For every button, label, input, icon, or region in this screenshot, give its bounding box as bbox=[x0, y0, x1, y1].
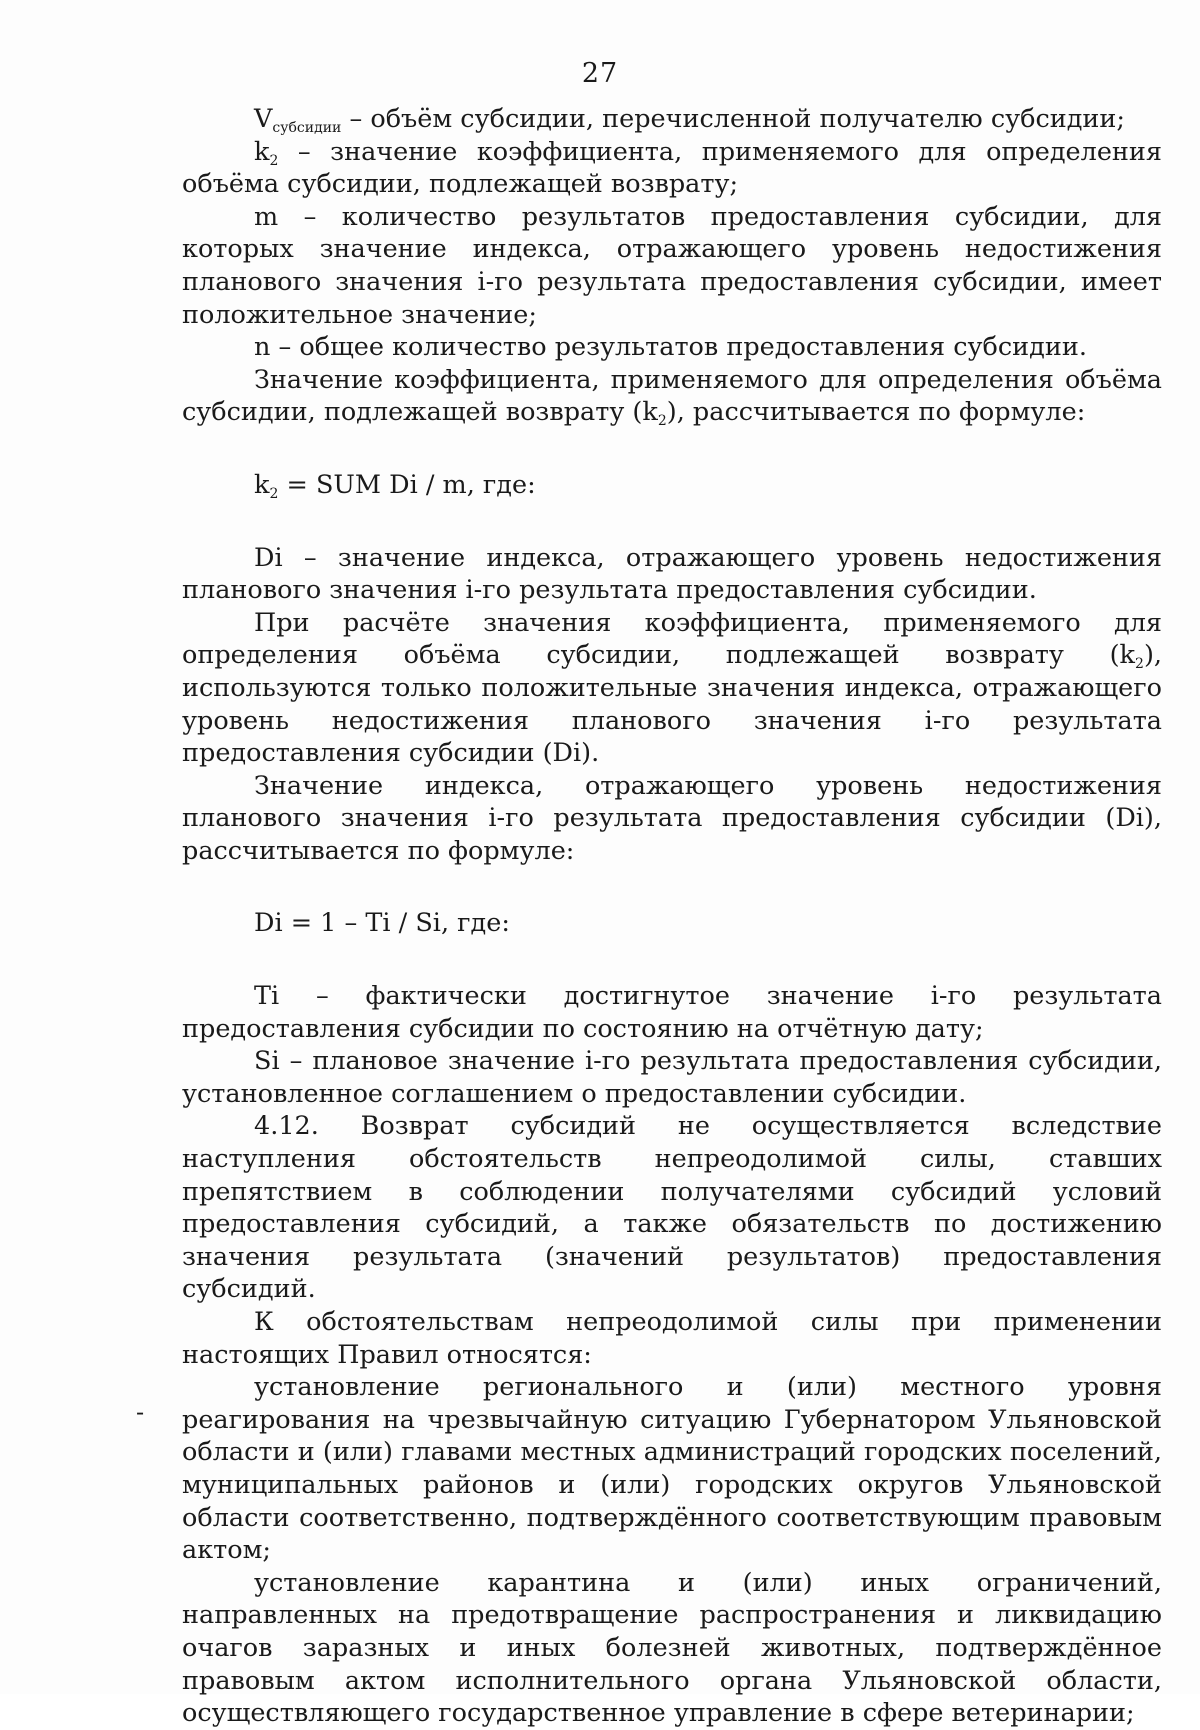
definition-ti: Ti – фактически достигнутое значение i-го результата предоставления субсидии по состоянию на отчётную дату; bbox=[182, 981, 1162, 1044]
definition-m: m – количество результатов предоставления субсидии, для которых значение индекса, отражающего уровень недостижения планового значения i-го результата предоставления субсидии, имеет положительное значение; bbox=[182, 201, 1162, 330]
di-calc-text-a: При расчёте значения коэффициента, применяемого для определения объёма субсидии, подлежащей возврату (k bbox=[182, 607, 1162, 671]
formula-k2-subscript: 2 bbox=[269, 485, 279, 502]
k2-intro-text-b: ), рассчитывается по формуле: bbox=[666, 397, 1086, 428]
definition-n: n – общее количество результатов предоставления субсидии. bbox=[254, 332, 1087, 363]
formula-k2 bbox=[182, 469, 1162, 502]
symbol-k-subscript: 2 bbox=[269, 152, 279, 169]
force-majeure-item-quarantine: установление карантина и (или) иных ограничений, направленных на предотвращение распространения и ликвидацию очагов заразных и иных болезней животных, подтверждённое правовым актом исполнительного органа Ульяновской области, осуществляющего государственное управление в сфере ветеринарии; bbox=[182, 1567, 1162, 1729]
k2-intro-text-a: Значение коэффициента, применяемого для определения объёма субсидии, подлежащей возврату (k bbox=[182, 364, 1162, 428]
k2-formula-intro bbox=[182, 364, 1162, 429]
clause-4-12: 4.12. Возврат субсидий не осуществляется вследствие наступления обстоятельств непреодолимой силы, ставших препятствием в соблюдении получателями субсидий условий предоставления субсидий, а также обязательств по достижению значения результата (значений результатов) предоставления субсидий. bbox=[182, 1111, 1162, 1305]
di-calc-subscript: 2 bbox=[1135, 656, 1144, 673]
force-majeure-intro: К обстоятельствам непреодолимой силы при применении настоящих Правил относятся: bbox=[182, 1307, 1162, 1370]
force-majeure-item-emergency: установление регионального и (или) местного уровня реагирования на чрезвычайную ситуацию Губернатором Ульяновской области и (или) главами местных администраций городских поселений, муниципальных районов и (или) городских округов Ульяновской области соответственно, подтверждённого соответствующим правовым актом; bbox=[182, 1372, 1162, 1566]
definition-k2 bbox=[182, 136, 1162, 201]
formula-k2-symbol: k bbox=[254, 469, 270, 500]
di-calc-text-b: ), используются только положительные значения индекса, отражающего уровень недостижения планового значения i-го результата предоставления субсидии (Di). bbox=[182, 640, 1162, 769]
definition-v-subsidy bbox=[182, 103, 1162, 136]
definition-di: Di – значение индекса, отражающего уровень недостижения планового значения i-го результата предоставления субсидии. bbox=[182, 542, 1162, 606]
symbol-v: V bbox=[254, 104, 273, 134]
margin-mark: - bbox=[136, 1398, 145, 1426]
page-number: 27 bbox=[581, 58, 619, 89]
symbol-v-subscript: субсидии bbox=[272, 120, 342, 136]
formula-di: Di = 1 – Ti / Si, где: bbox=[254, 908, 510, 939]
di-formula-intro: Значение индекса, отражающего уровень недостижения планового значения i-го результата предоставления субсидии (Di), рассчитывается по формуле: bbox=[182, 770, 1162, 866]
definition-k2-text: – значение коэффициента, применяемого для определения объёма субсидии, подлежащей возврату; bbox=[182, 136, 1162, 200]
definition-v-text: – объём субсидии, перечисленной получателю субсидии; bbox=[341, 104, 1126, 134]
k2-intro-subscript: 2 bbox=[657, 413, 667, 430]
di-calculation-note bbox=[182, 607, 1162, 770]
formula-k2-text: = SUM Di / m, где: bbox=[278, 469, 536, 500]
definition-si: Si – плановое значение i-го результата предоставления субсидии, установленное соглашением о предоставлении субсидии. bbox=[182, 1046, 1162, 1109]
document-body bbox=[182, 103, 1162, 1730]
symbol-k: k bbox=[254, 136, 270, 167]
